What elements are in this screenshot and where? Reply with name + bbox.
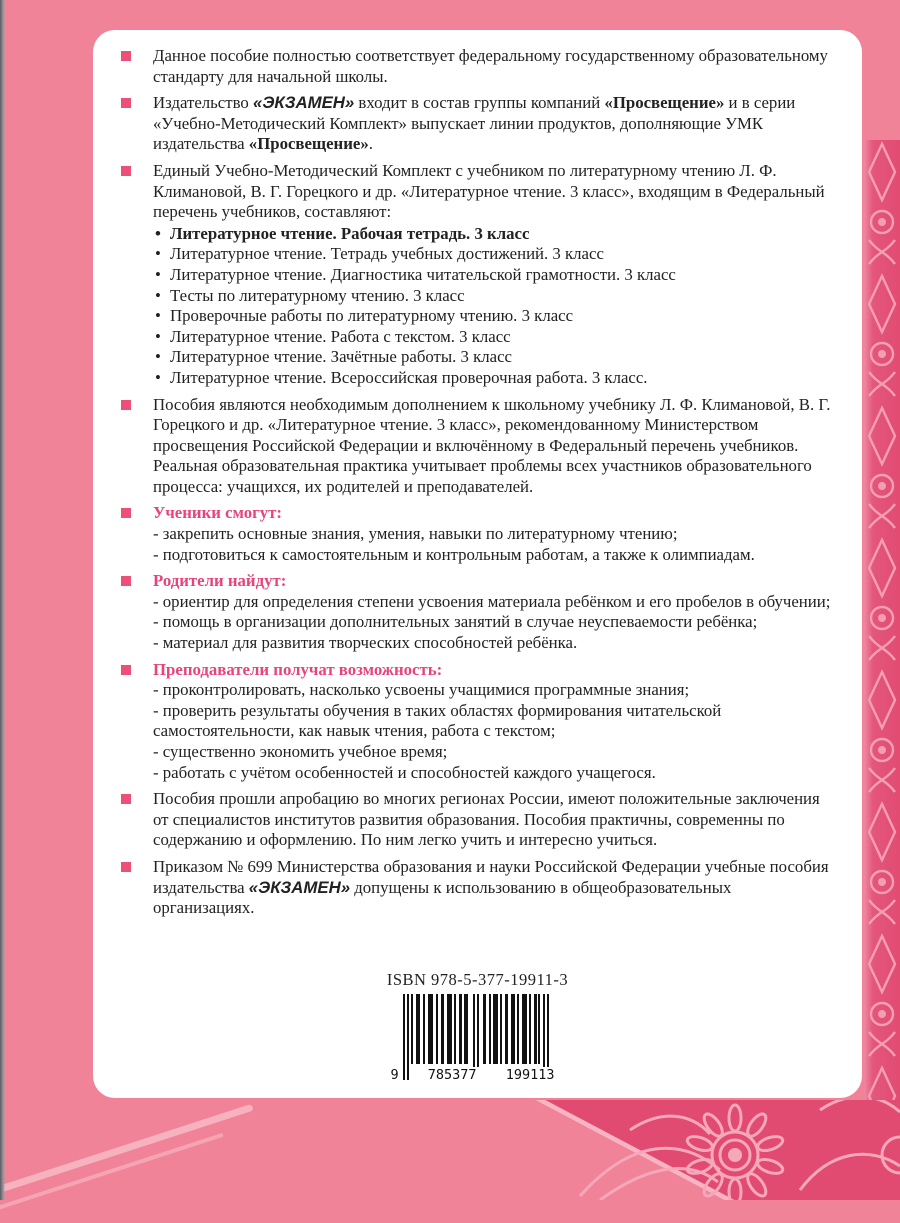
isbn-label: ISBN 978-5-377-19911-3	[386, 970, 569, 990]
list-dot: •	[155, 244, 161, 264]
bullet-marker	[121, 576, 131, 586]
list-dot: •	[155, 223, 161, 243]
bullet-text	[153, 161, 834, 389]
dash-line: - помощь в организации дополнительных занятий в случае неуспеваемости ребёнка;	[153, 612, 758, 632]
text-segment: и в серии «Учебно-Методический Комплект» выпускает линии продуктов, дополняющие УМК издательства	[153, 93, 796, 154]
bullet-marker	[121, 166, 131, 176]
bullet-text	[153, 660, 834, 784]
series-item-label: Литературное чтение. Зачётные работы. 3 класс	[170, 347, 512, 367]
dash-line: - материал для развития творческих способностей ребёнка.	[153, 633, 578, 653]
series-item-label: Литературное чтение. Тетрадь учебных достижений. 3 класс	[170, 244, 604, 264]
bullet-item-series	[121, 161, 834, 389]
bullet-item-order	[121, 857, 834, 919]
exam-brand: «ЭКЗАМЕН»	[248, 877, 351, 897]
info-card	[93, 30, 862, 1098]
bullet-text	[153, 93, 834, 155]
barcode-digit-group: 9	[390, 1067, 399, 1083]
list-dot: •	[155, 264, 161, 284]
dash-line: - подготовиться к самостоятельным и контрольным работам, а также к олимпиадам.	[153, 544, 755, 564]
series-intro: Единый Учебно-Методический Комплект с учебником по литературному чтению Л. Ф. Климановой, В. Г. Горецкого и др. «Литературное чтение. 3 класс», входящим в Федеральный перечень учебников, составляют:	[153, 160, 825, 222]
bullet-item-students	[121, 503, 834, 565]
barcode-digits	[389, 1067, 557, 1083]
prosveshchenie-brand: «Просвещение»	[604, 93, 725, 113]
dash-line: - проконтролировать, насколько усвоены учащимися программные знания;	[153, 680, 690, 700]
bullet-marker	[121, 794, 131, 804]
series-item-label: Проверочные работы по литературному чтению. 3 класс	[170, 306, 574, 326]
series-item	[153, 286, 834, 307]
scan-page-edge	[0, 0, 5, 1200]
bullet-text	[153, 503, 834, 565]
bullet-marker	[121, 98, 131, 108]
dash-line: - проверить результаты обучения в таких областях формирования читательской самостоятельности, как навык чтения, работа с текстом;	[153, 700, 722, 741]
bullet-item-approbation	[121, 789, 834, 851]
section-heading-teachers: Преподаватели получат возможность:	[153, 659, 443, 679]
series-item	[153, 224, 834, 245]
section-heading-parents: Родители найдут:	[153, 571, 287, 591]
text-segment: входит в состав группы компаний	[354, 93, 605, 113]
bullet-text: Пособия прошли апробацию во многих регионах России, имеют положительные заключения от специалистов институтов развития образования. Пособия практичны, современны по содержанию и оформлению. По ним легко учить и интересно учиться.	[153, 789, 820, 850]
section-heading-students: Ученики смогут:	[153, 503, 282, 523]
dash-line: - существенно экономить учебное время;	[153, 742, 448, 761]
bullet-text: Данное пособие полностью соответствует федеральному государственному образовательному стандарту для начальной школы.	[153, 46, 828, 86]
series-item	[153, 244, 834, 265]
series-item-label: Литературное чтение. Всероссийская проверочная работа. 3 класс.	[170, 367, 648, 387]
dash-line: - работать с учётом особенностей и способностей каждого учащегося.	[153, 762, 656, 782]
bullet-item-publisher	[121, 93, 834, 155]
bullet-marker	[121, 665, 131, 675]
bullet-item-teachers	[121, 660, 834, 784]
bullet-marker	[121, 508, 131, 518]
list-dot: •	[155, 347, 161, 367]
list-dot: •	[155, 367, 161, 387]
series-item	[153, 306, 834, 327]
bullet-marker	[121, 400, 131, 410]
series-item	[153, 327, 834, 348]
series-item	[153, 368, 834, 389]
series-item-label: Литературное чтение. Работа с текстом. 3 класс	[170, 326, 511, 346]
dash-line: - ориентир для определения степени усвоения материала ребёнком и его пробелов в обучении;	[153, 591, 831, 611]
text-segment: допущены к использованию в общеобразовательных организациях.	[153, 877, 732, 918]
bullet-item-standard	[121, 46, 834, 87]
series-item-label: Тесты по литературному чтению. 3 класс	[170, 285, 465, 305]
dash-line: - закрепить основные знания, умения, навыки по литературному чтению;	[153, 524, 678, 544]
bullet-text	[153, 857, 834, 919]
bullet-item-parents	[121, 571, 834, 653]
prosveshchenie-brand: «Просвещение»	[248, 134, 369, 154]
sunflower-ornament-graphic	[570, 1100, 900, 1200]
barcode	[390, 994, 555, 1083]
ornament-pattern-graphic	[864, 140, 900, 1200]
series-item	[153, 347, 834, 368]
series-item	[153, 265, 834, 286]
bullet-text: Пособия являются необходимым дополнением к школьному учебнику Л. Ф. Климановой, В. Г. Горецкого и др. «Литературное чтение. 3 класс», рекомендованному Министерством просвещения Российской Федерации и включённому в Федеральный перечень учебников. Реальная образовательная практика учитывает проблемы всех участников образовательного процесса: учащихся, их родителей и преподавателей.	[153, 394, 831, 496]
list-dot: •	[155, 326, 161, 346]
text-segment: Издательство	[153, 93, 253, 113]
barcode-block	[387, 970, 568, 1088]
barcode-digit-group: 199113	[505, 1067, 555, 1083]
ornament-strip	[864, 140, 900, 1200]
series-item-label: Литературное чтение. Диагностика читательской грамотности. 3 класс	[170, 264, 676, 284]
series-item-label: Литературное чтение. Рабочая тетрадь. 3 класс	[170, 223, 530, 243]
bullet-item-supplement	[121, 395, 834, 498]
barcode-digit-group: 785377	[427, 1067, 477, 1083]
text-segment: .	[368, 134, 373, 154]
exam-brand: «ЭКЗАМЕН»	[252, 93, 355, 113]
bullet-text	[153, 571, 834, 653]
series-list	[153, 224, 834, 389]
bullet-marker	[121, 51, 131, 61]
text-segment: Приказом № 699 Министерства образования и науки Российской Федерации учебные пособия издательства	[153, 856, 829, 897]
list-dot: •	[155, 285, 161, 305]
bullet-marker	[121, 862, 131, 872]
list-dot: •	[155, 306, 161, 326]
floral-band	[0, 1100, 900, 1200]
